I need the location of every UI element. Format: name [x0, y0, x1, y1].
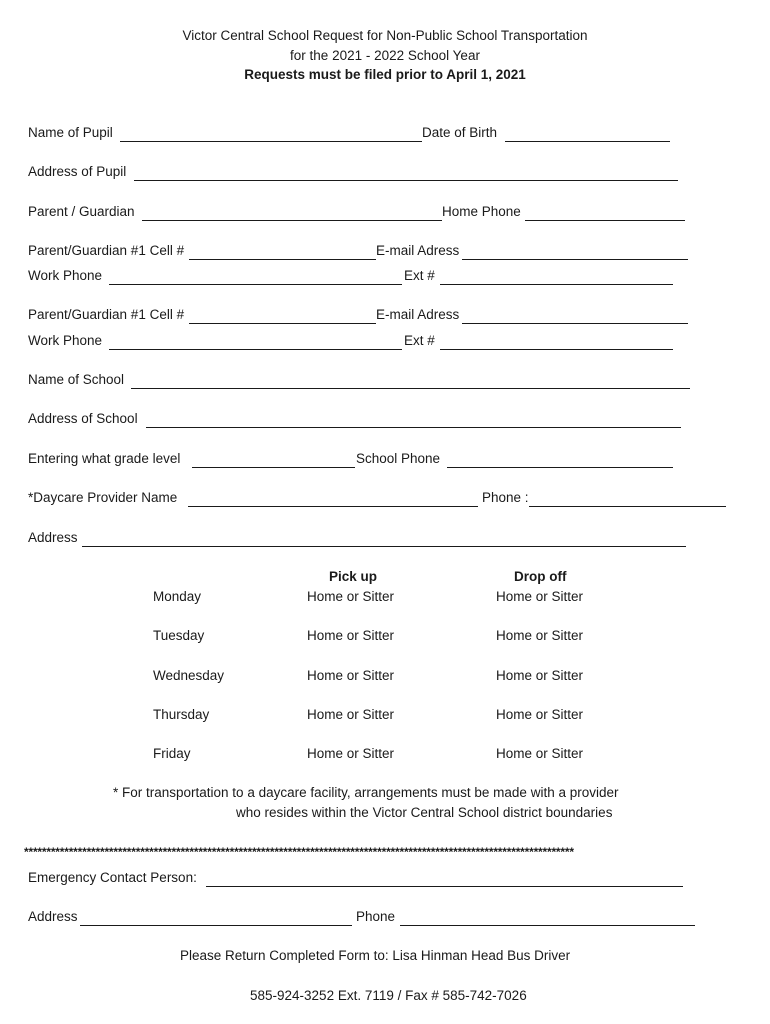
wednesday-dropoff[interactable]: Home or Sitter	[496, 668, 584, 683]
home-phone-field[interactable]	[525, 220, 685, 221]
work-phone-label: Work Phone	[28, 268, 103, 283]
emergency-address-field[interactable]	[80, 925, 352, 926]
emergency-phone-label: Phone	[356, 909, 396, 924]
day-tuesday: Tuesday	[153, 628, 205, 643]
monday-pickup[interactable]: Home or Sitter	[307, 589, 395, 604]
daycare-note-line1: * For transportation to a daycare facility, arrangements must be made with a provider	[113, 785, 619, 800]
email2-field[interactable]	[462, 323, 688, 324]
date-of-birth-label: Date of Birth	[422, 125, 498, 140]
work-phone-field[interactable]	[109, 284, 402, 285]
grade-level-field[interactable]	[192, 467, 355, 468]
pg1-cell-label: Parent/Guardian #1 Cell #	[28, 243, 185, 258]
school-phone-label: School Phone	[356, 451, 441, 466]
work-phone2-field[interactable]	[109, 349, 402, 350]
return-instructions: Please Return Completed Form to: Lisa Hinman Head Bus Driver	[180, 948, 571, 963]
deadline-notice: Requests must be filed prior to April 1, 2021	[244, 67, 526, 82]
email-field[interactable]	[462, 259, 688, 260]
emergency-contact-label: Emergency Contact Person:	[28, 870, 197, 885]
thursday-pickup[interactable]: Home or Sitter	[307, 707, 395, 722]
ext-label: Ext #	[404, 268, 435, 283]
name-of-school-label: Name of School	[28, 372, 125, 387]
name-of-pupil-label: Name of Pupil	[28, 125, 113, 140]
grade-level-label: Entering what grade level	[28, 451, 181, 466]
date-of-birth-field[interactable]	[505, 141, 670, 142]
form-title: Victor Central School Request for Non-Public School Transportation	[182, 28, 588, 43]
day-wednesday: Wednesday	[153, 668, 225, 683]
pickup-header: Pick up	[329, 569, 378, 584]
name-of-school-field[interactable]	[131, 388, 690, 389]
daycare-address-label: Address	[28, 530, 78, 545]
pg2-cell-label: Parent/Guardian #1 Cell #	[28, 307, 185, 322]
daycare-phone-label: Phone :	[482, 490, 529, 505]
address-of-pupil-field[interactable]	[134, 180, 678, 181]
friday-pickup[interactable]: Home or Sitter	[307, 746, 395, 761]
school-year: for the 2021 - 2022 School Year	[290, 48, 480, 63]
daycare-phone-field[interactable]	[529, 506, 726, 507]
home-phone-label: Home Phone	[442, 204, 521, 219]
work-phone2-label: Work Phone	[28, 333, 103, 348]
daycare-provider-field[interactable]	[188, 506, 478, 507]
address-of-school-field[interactable]	[146, 427, 681, 428]
dropoff-header: Drop off	[514, 569, 567, 584]
ext-field[interactable]	[440, 284, 673, 285]
daycare-note-line2: who resides within the Victor Central School district boundaries	[236, 805, 613, 820]
pg2-cell-field[interactable]	[189, 323, 376, 324]
pg1-cell-field[interactable]	[189, 259, 376, 260]
ext2-field[interactable]	[440, 349, 673, 350]
daycare-provider-label: *Daycare Provider Name	[28, 490, 178, 505]
parent-guardian-label: Parent / Guardian	[28, 204, 135, 219]
monday-dropoff[interactable]: Home or Sitter	[496, 589, 584, 604]
friday-dropoff[interactable]: Home or Sitter	[496, 746, 584, 761]
separator: ***************************************************************************************************************************	[24, 845, 574, 859]
school-phone-field[interactable]	[447, 467, 673, 468]
contact-numbers: 585-924-3252 Ext. 7119 / Fax # 585-742-7026	[250, 988, 527, 1003]
tuesday-dropoff[interactable]: Home or Sitter	[496, 628, 584, 643]
thursday-dropoff[interactable]: Home or Sitter	[496, 707, 584, 722]
address-of-pupil-label: Address of Pupil	[28, 164, 127, 179]
day-thursday: Thursday	[153, 707, 210, 722]
day-friday: Friday	[153, 746, 191, 761]
tuesday-pickup[interactable]: Home or Sitter	[307, 628, 395, 643]
daycare-address-field[interactable]	[82, 546, 686, 547]
ext2-label: Ext #	[404, 333, 435, 348]
emergency-contact-field[interactable]	[206, 886, 683, 887]
day-monday: Monday	[153, 589, 202, 604]
wednesday-pickup[interactable]: Home or Sitter	[307, 668, 395, 683]
emergency-phone-field[interactable]	[400, 925, 695, 926]
email2-label: E-mail Adress	[376, 307, 460, 322]
email-label: E-mail Adress	[376, 243, 460, 258]
emergency-address-label: Address	[28, 909, 78, 924]
name-of-pupil-field[interactable]	[120, 141, 422, 142]
address-of-school-label: Address of School	[28, 411, 138, 426]
parent-guardian-field[interactable]	[142, 220, 442, 221]
